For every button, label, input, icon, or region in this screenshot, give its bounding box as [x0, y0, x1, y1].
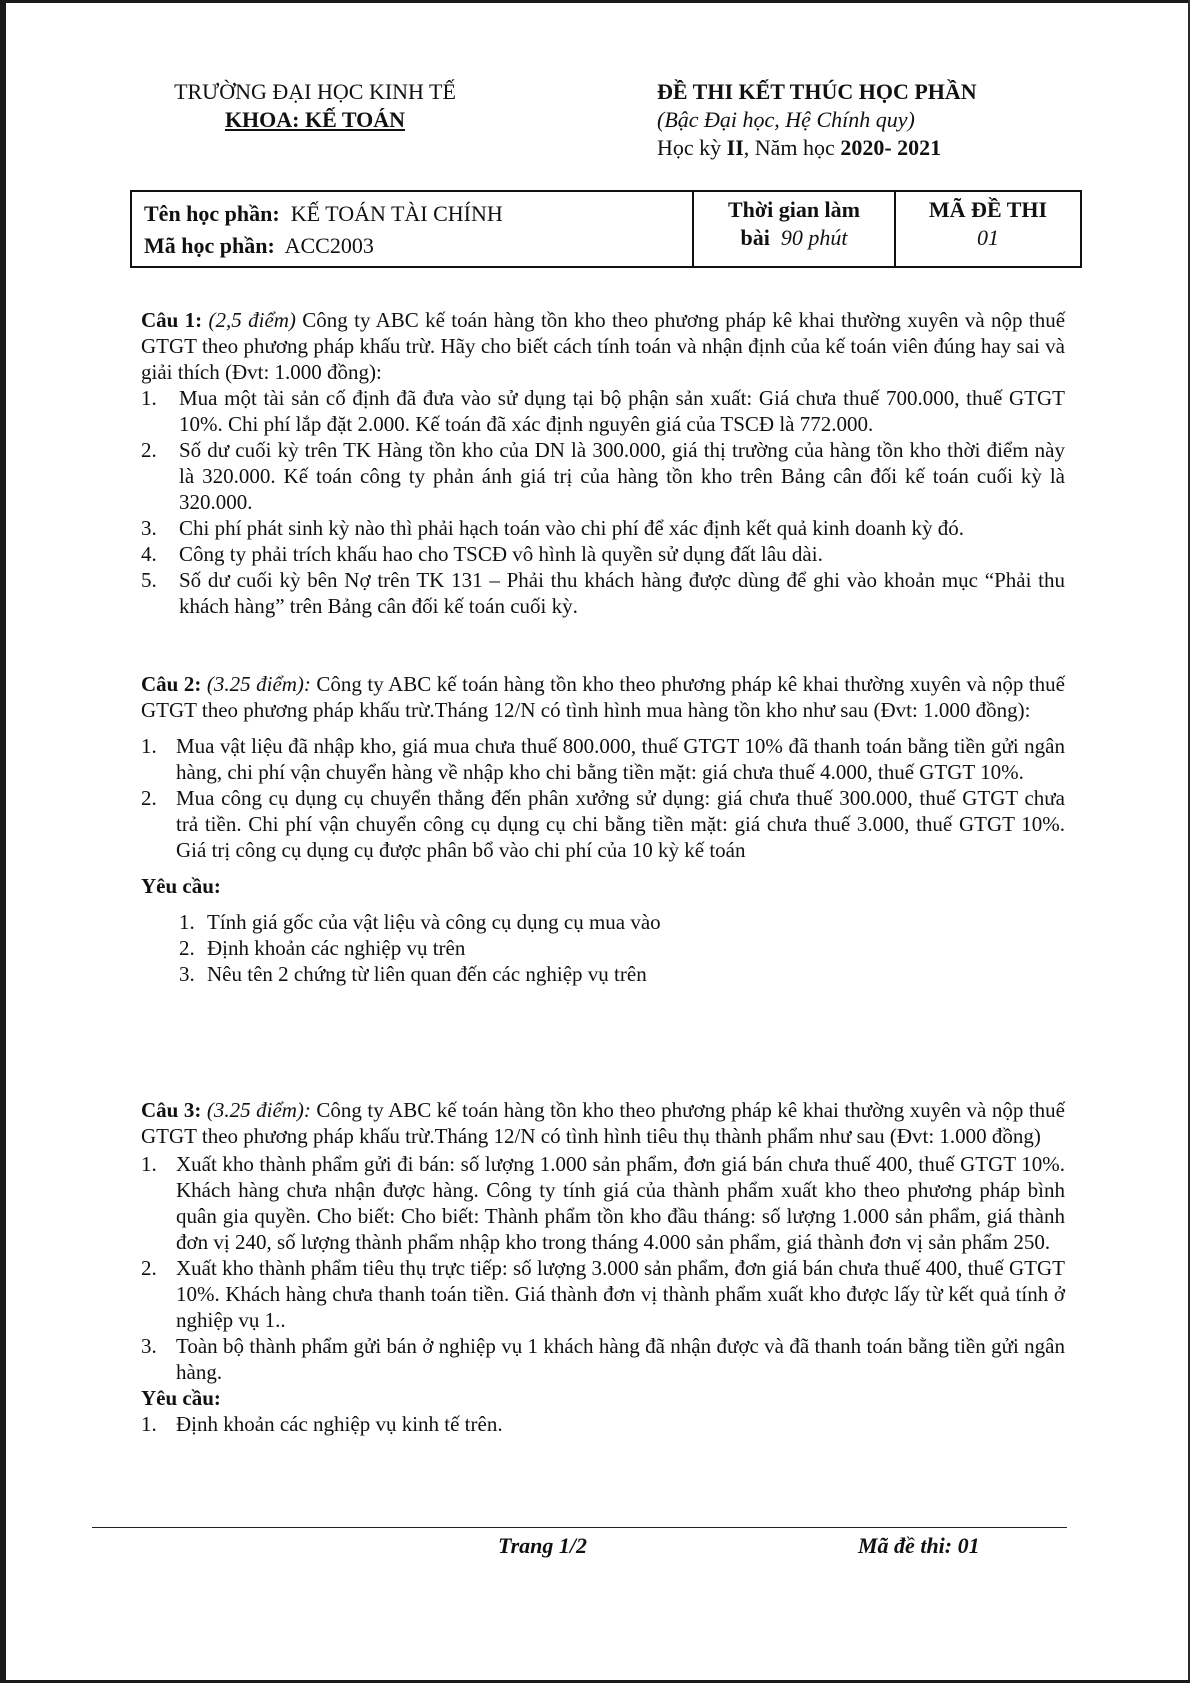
list-item [141, 541, 1065, 567]
course-name-row [144, 198, 680, 230]
list-item [141, 1333, 1065, 1385]
question-2-intro [141, 671, 1065, 723]
item-number: 4. [141, 542, 157, 566]
semester-value: II [726, 135, 744, 160]
item-text: Xuất kho thành phẩm tiêu thụ trực tiếp: số lượng 3.000 sản phẩm, đơn giá bán chưa thuế 400, thuế GTGT 10%. Khách hàng chưa thanh toán tiền. Giá thành đơn vị thành phẩm xuất kho được lấy từ kết quả tính ở nghiệp vụ 1.. [176, 1256, 1065, 1332]
semester-prefix: Học kỳ [657, 135, 727, 160]
requirement-item [179, 935, 1065, 961]
list-item [141, 437, 1065, 515]
item-text: Chi phí phát sinh kỳ nào thì phải hạch toán vào chi phí để xác định kết quả kinh doanh kỳ đó. [179, 516, 965, 540]
list-item [141, 567, 1065, 619]
item-text: Nêu tên 2 chứng từ liên quan đến các nghiệp vụ trên [207, 962, 647, 986]
exam-header [657, 78, 1097, 162]
course-code-value: ACC2003 [284, 233, 374, 258]
item-number: 2. [141, 1256, 157, 1280]
course-info-table [130, 190, 1082, 268]
time-row [694, 224, 894, 252]
question-1 [141, 307, 1065, 619]
exam-code-cell [896, 192, 1080, 266]
requirements-title: Yêu cầu: [141, 1386, 221, 1410]
item-number: 3. [141, 516, 157, 540]
exam-code-label: MÃ ĐỀ THI [928, 197, 1048, 222]
item-number: 3. [179, 962, 195, 986]
footer-divider [92, 1527, 1067, 1528]
question-3-requirements [141, 1411, 1065, 1437]
question-1-points: (2,5 điểm) [208, 308, 296, 332]
department-name: KHOA: KẾ TOÁN [224, 107, 406, 132]
list-item [141, 733, 1065, 785]
item-text: Định khoản các nghiệp vụ trên [207, 936, 466, 960]
item-text: Mua một tài sản cố định đã đưa vào sử dụng tại bộ phận sản xuất: Giá chưa thuế 700.000, thuế GTGT 10%. Chi phí lắp đặt 2.000. Kế toán đã xác định nguyên giá của TSCĐ là 772.000. [179, 386, 1065, 436]
time-value: 90 phút [780, 225, 848, 250]
question-3-points: (3.25 điểm): [206, 1098, 311, 1122]
question-3-text: Công ty ABC kế toán hàng tồn kho theo phương pháp kê khai thường xuyên và nộp thuế GTGT theo phương pháp khấu trừ.Tháng 12/N có tình hình tiêu thụ thành phẩm như sau (Đvt: 1.000 đồng) [141, 1098, 1065, 1148]
item-number: 1. [141, 734, 157, 758]
list-item [141, 515, 1065, 541]
question-3-label: Câu 3: [141, 1098, 202, 1122]
item-text: Công ty phải trích khấu hao cho TSCĐ vô hình là quyền sử dụng đất lâu dài. [179, 542, 823, 566]
item-number: 5. [141, 568, 157, 592]
item-number: 2. [141, 786, 157, 810]
item-number: 2. [141, 438, 157, 462]
page-number: Trang 1/2 [498, 1533, 588, 1558]
course-code-label: Mã học phần: [144, 233, 275, 258]
question-2 [141, 671, 1065, 987]
list-item [141, 385, 1065, 437]
question-1-items [141, 385, 1065, 619]
requirement-item [179, 961, 1065, 987]
item-number: 1. [141, 386, 157, 410]
item-number: 2. [179, 936, 195, 960]
item-number: 1. [179, 910, 195, 934]
exam-level: (Bậc Đại học, Hệ Chính quy) [657, 107, 915, 132]
time-cell [694, 192, 896, 266]
item-number: 1. [141, 1412, 157, 1436]
university-name: TRƯỜNG ĐẠI HỌC KINH TẾ [174, 79, 456, 104]
requirements-title: Yêu cầu: [141, 874, 221, 898]
item-text: Số dư cuối kỳ bên Nợ trên TK 131 – Phải thu khách hàng được dùng để ghi vào khoản mục “Phải thu khách hàng” trên Bảng cân đối kế toán cuối kỳ. [179, 568, 1065, 618]
question-3-intro [141, 1097, 1065, 1149]
list-item [141, 1255, 1065, 1333]
academic-year: 2020- 2021 [840, 135, 942, 160]
question-2-requirements [141, 909, 1065, 987]
course-code-row [144, 230, 680, 262]
item-text: Mua vật liệu đã nhập kho, giá mua chưa thuế 800.000, thuế GTGT 10% đã thanh toán bằng tiền gửi ngân hàng, chi phí vận chuyển hàng về nhập kho chi bằng tiền mặt: giá chưa thuế 4.000, thuế GTGT 10%. [176, 734, 1065, 784]
question-2-text: Công ty ABC kế toán hàng tồn kho theo phương pháp kê khai thường xuyên và nộp thuế GTGT theo phương pháp khấu trừ.Tháng 12/N có tình hình mua hàng tồn kho như sau (Đvt: 1.000 đồng): [141, 672, 1065, 722]
semester-line [657, 134, 1097, 162]
question-1-text: Công ty ABC kế toán hàng tồn kho theo phương pháp kê khai thường xuyên và nộp thuế GTGT theo phương pháp khấu trừ. Hãy cho biết cách tính toán và nhận định của kế toán viên đúng hay sai và giải thích (Đvt: 1.000 đồng): [141, 308, 1066, 384]
question-2-points: (3.25 điểm): [206, 672, 311, 696]
requirement-item [179, 909, 1065, 935]
question-1-intro [141, 307, 1065, 385]
item-number: 3. [141, 1334, 157, 1358]
question-1-label: Câu 1: [141, 308, 203, 332]
scan-edge-top [0, 0, 1190, 3]
time-label: Thời gian làm [728, 197, 860, 222]
requirement-item [141, 1411, 1065, 1437]
footer-exam-code: Mã đề thi: 01 [858, 1533, 980, 1558]
course-name-value: KẾ TOÁN TÀI CHÍNH [290, 201, 503, 226]
item-text: Tính giá gốc của vật liệu và công cụ dụng cụ mua vào [207, 910, 661, 934]
item-text: Số dư cuối kỳ trên TK Hàng tồn kho của DN là 300.000, giá thị trường của hàng tồn kho thời điểm này là 320.000. Kế toán công ty phản ánh giá trị của hàng tồn kho trên Bảng cân đối kế toán cuối kỳ là 320.000. [179, 438, 1065, 514]
list-item [141, 1151, 1065, 1255]
year-prefix: , Năm học [743, 135, 841, 160]
exam-title: ĐỀ THI KẾT THÚC HỌC PHẦN [657, 79, 977, 104]
item-text: Mua công cụ dụng cụ chuyển thẳng đến phân xưởng sử dụng: giá chưa thuế 300.000, thuế GTGT chưa trả tiền. Chi phí vận chuyển công cụ dụng cụ chi bằng tiền mặt: giá chưa thuế 3.000, thuế GTGT 10%. Giá trị công cụ dụng cụ được phân bổ vào chi phí của 10 kỳ kế toán [176, 786, 1065, 862]
course-name-label: Tên học phần: [144, 201, 280, 226]
question-2-label: Câu 2: [141, 672, 202, 696]
item-text: Xuất kho thành phẩm gửi đi bán: số lượng 1.000 sản phẩm, đơn giá bán chưa thuế 400, thuế GTGT 10%. Khách hàng chưa nhận được hàng. Công ty tính giá của thành phẩm xuất kho theo phương pháp bình quân gia quyền. Cho biết: Cho biết: Thành phẩm tồn kho đầu tháng: số lượng 1.000 sản phẩm, giá thành đơn vị 240, số lượng thành phẩm nhập kho trong tháng 4.000 sản phẩm, giá thành đơn vị sản phẩm 250. [176, 1152, 1065, 1254]
question-3 [141, 1097, 1065, 1437]
item-text: Định khoản các nghiệp vụ kinh tế trên. [176, 1412, 503, 1436]
list-item [141, 785, 1065, 863]
institution-header [150, 78, 480, 134]
course-cell [132, 192, 694, 266]
question-3-items [141, 1151, 1065, 1385]
exam-code-value: 01 [977, 225, 999, 250]
time-label-2: bài [740, 225, 770, 250]
item-text: Toàn bộ thành phẩm gửi bán ở nghiệp vụ 1 khách hàng đã nhận được và đã thanh toán bằng tiền gửi ngân hàng. [176, 1334, 1065, 1384]
item-number: 1. [141, 1152, 157, 1176]
question-2-items [141, 733, 1065, 863]
scan-edge-left [0, 0, 6, 1683]
